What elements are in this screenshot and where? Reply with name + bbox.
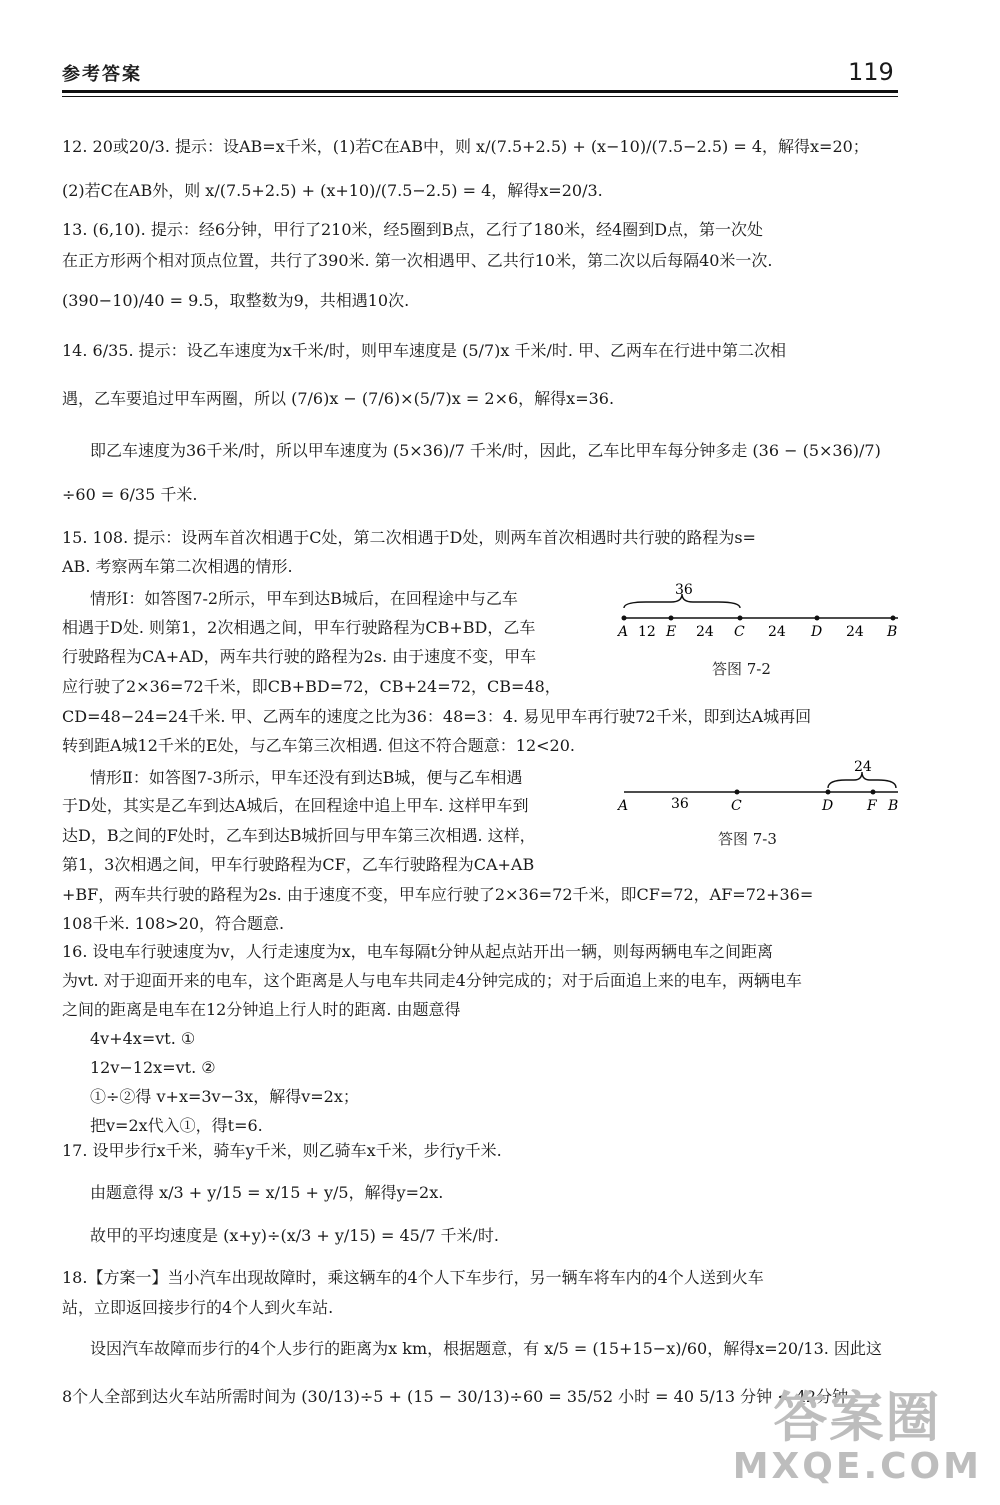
watermark-line1: 答案圈 — [773, 1386, 942, 1449]
text-line: 遇，乙车要追过甲车两圈，所以 (7/6)x − (7/6)×(5/7)x = 2×6，解得x=36. — [62, 389, 615, 408]
point-label: A — [618, 624, 629, 640]
text-line: 为vt. 对于迎面开来的电车，这个距离是人与电车共同走4分钟完成的；对于后面追上来的电车，两辆电车 — [62, 971, 802, 990]
text-line: 在正方形两个相对顶点位置，共行了390米. 第一次相遇甲、乙共行10米，第二次以后每隔40米一次. — [62, 251, 773, 270]
header-rule-thin — [62, 96, 898, 97]
text-line: CD=48−24=24千米. 甲、乙两车的速度之比为36：48=3：4. 易见甲车再行驶72千米，即到达A城再回 — [62, 707, 812, 726]
text-line: 之间的距离是电车在12分钟追上行人时的距离. 由题意得 — [62, 1000, 461, 1019]
text-line: (2)若C在AB外，则 x/(7.5+2.5) + (x+10)/(7.5−2.5) = 4，解得x=20/3. — [62, 181, 603, 200]
point-label: C — [731, 798, 742, 814]
text-line: 情形Ⅰ：如答图7-2所示，甲车到达B城后，在回程途中与乙车 — [90, 589, 518, 608]
point-marker — [891, 616, 896, 621]
text-line: 由题意得 x/3 + y/15 = x/15 + y/5，解得y=2x. — [90, 1183, 444, 1202]
header-rule-thick — [62, 90, 898, 93]
text-line: 18.【方案一】当小汽车出现故障时，乘这辆车的4个人下车步行，另一辆车将车内的4个人送到火车 — [62, 1268, 764, 1287]
figure-7-2-svg — [616, 580, 906, 660]
page-number: 119 — [848, 58, 894, 86]
figure-7-2 — [616, 580, 906, 660]
header-section-title: 参考答案 — [62, 64, 142, 85]
text-line: 12. 20或20/3. 提示：设AB=x千米，(1)若C在AB中，则 x/(7.5+2.5) + (x−10)/(7.5−2.5) = 4，解得x=20； — [62, 137, 869, 156]
text-line: 12v−12x=vt. ② — [90, 1058, 216, 1077]
text-line: AB. 考察两车第二次相遇的情形. — [62, 557, 293, 576]
point-marker — [826, 790, 831, 795]
text-line: ①÷②得 v+x=3v−3x，解得v=2x； — [90, 1087, 359, 1106]
text-line: 15. 108. 提示：设两车首次相遇于C处，第二次相遇于D处，则两车首次相遇时共行驶的路程为s= — [62, 528, 756, 547]
point-label: B — [887, 624, 898, 640]
text-line: 16. 设电车行驶速度为v，人行走速度为x，电车每隔t分钟从起点站开出一辆，则每两辆电车之间距离 — [62, 942, 774, 961]
text-line: 即乙车速度为36千米/时，所以甲车速度为 (5×36)/7 千米/时，因此，乙车比甲车每分钟多走 (36 − (5×36)/7) — [90, 441, 881, 460]
text-line: +BF，两车共行驶的路程为2s. 由于速度不变，甲车应行驶了2×36=72千米，即CF=72，AF=72+36= — [62, 885, 814, 904]
text-line: 4v+4x=vt. ① — [90, 1029, 196, 1048]
text-line: 相遇于D处. 则第1，2次相遇之间，甲车行驶路程为CB+BD，乙车 — [62, 618, 536, 637]
segment-label: 24 — [696, 624, 714, 640]
segment-label: 12 — [638, 624, 656, 640]
text-line: 站，立即返回接步行的4个人到火车站. — [62, 1298, 334, 1317]
text-line: 第1，3次相遇之间，甲车行驶路程为CF，乙车行驶路程为CA+AB — [62, 855, 535, 874]
text-line: 情形Ⅱ：如答图7-3所示，甲车还没有到达B城，便与乙车相遇 — [90, 768, 523, 787]
point-marker — [815, 616, 820, 621]
segment-label: 36 — [671, 796, 689, 812]
text-line: 8个人全部到达火车站所需时间为 (30/13)÷5 + (15 − 30/13)÷60 = 35/52 小时 = 40 5/13 分钟 < 42分钟. — [62, 1387, 854, 1406]
figure-7-3-caption: 答图 7-3 — [718, 830, 777, 848]
figure-7-3-svg — [616, 760, 906, 820]
brace-label: 24 — [854, 760, 872, 775]
text-line: 14. 6/35. 提示：设乙车速度为x千米/时，则甲车速度是 (5/7)x 千米/时. 甲、乙两车在行进中第二次相 — [62, 341, 787, 360]
point-label: E — [666, 624, 677, 640]
text-line: 转到距A城12千米的E处，与乙车第三次相遇. 但这不符合题意：12<20. — [62, 736, 575, 755]
text-line: 13. (6,10). 提示：经6分钟，甲行了210米，经5圈到B点，乙行了180米，经4圈到D点，第一次处 — [62, 220, 764, 239]
point-label: C — [734, 624, 745, 640]
point-marker — [622, 616, 627, 621]
text-line: 设因汽车故障而步行的4个人步行的距离为x km，根据题意，有 x/5 = (15+15−x)/60，解得x=20/13. 因此这 — [90, 1339, 882, 1358]
point-label: B — [888, 798, 899, 814]
point-marker — [735, 790, 740, 795]
text-line: 17. 设甲步行x千米，骑车y千米，则乙骑车x千米，步行y千米. — [62, 1141, 502, 1160]
text-line: (390−10)/40 = 9.5，取整数为9，共相遇10次. — [62, 291, 410, 310]
figure-7-3 — [616, 760, 906, 820]
text-line: ÷60 = 6/35 千米. — [62, 485, 198, 504]
watermark-logo — [733, 1375, 982, 1487]
segment-label: 24 — [768, 624, 786, 640]
point-label: A — [618, 798, 629, 814]
point-label: D — [822, 798, 834, 814]
watermark-line2: MXQE.COM — [732, 1446, 982, 1487]
point-marker — [871, 790, 876, 795]
point-label: D — [811, 624, 823, 640]
point-marker — [738, 616, 743, 621]
point-label: F — [867, 798, 877, 814]
brace-label: 36 — [675, 582, 693, 598]
text-line: 把v=2x代入①，得t=6. — [90, 1116, 263, 1135]
segment-label: 24 — [846, 624, 864, 640]
text-line: 108千米. 108>20，符合题意. — [62, 914, 285, 933]
text-line: 达D，B之间的F处时，乙车到达B城折回与甲车第三次相遇. 这样， — [62, 826, 536, 845]
text-line: 于D处，其实是乙车到达A城后，在回程途中追上甲车. 这样甲车到 — [62, 796, 529, 815]
text-line: 行驶路程为CA+AD，两车共行驶的路程为2s. 由于速度不变，甲车 — [62, 647, 537, 666]
text-line: 应行驶了2×36=72千米，即CB+BD=72，CB+24=72，CB=48， — [62, 677, 561, 696]
point-marker — [669, 616, 674, 621]
figure-7-2-caption: 答图 7-2 — [712, 660, 771, 678]
text-line: 故甲的平均速度是 (x+y)÷(x/3 + y/15) = 45/7 千米/时. — [90, 1226, 499, 1245]
